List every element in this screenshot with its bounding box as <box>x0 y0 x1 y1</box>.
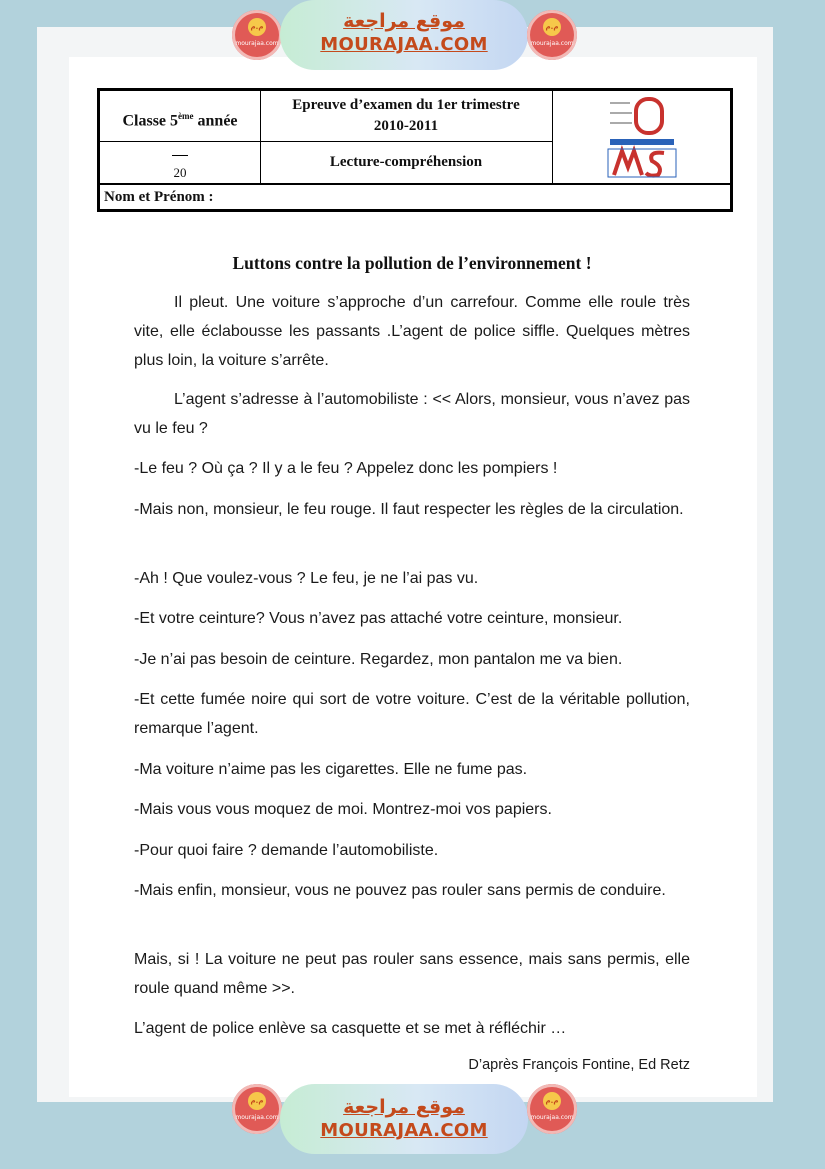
class-sup: ème <box>178 111 194 121</box>
paragraph: -Mais enfin, monsieur, vous ne pouvez pas rouler sans permis de conduire. <box>134 882 666 899</box>
class-cell <box>100 91 260 141</box>
paragraph: L’agent s’adresse à l’automobiliste : << Alors, monsieur, vous n’avez pas vu le feu ? <box>134 391 690 437</box>
badge-logo-icon: م.م <box>248 18 266 36</box>
paragraph: -Pour quoi faire ? demande l’automobiliste. <box>134 842 439 859</box>
school-logo <box>552 91 730 183</box>
school-logo-icon <box>552 91 730 183</box>
class-suffix: année <box>193 112 238 130</box>
paragraph: -Le feu ? Où ça ? Il y a le feu ? Appelez donc les pompiers ! <box>134 460 558 477</box>
paragraph: -Je n’ai pas besoin de ceinture. Regardez, mon pantalon me va bien. <box>134 651 623 668</box>
text-source: D’après François Fontine, Ed Retz <box>468 1057 690 1073</box>
badge-logo-icon: م.م <box>248 1092 266 1110</box>
badge-caption: mourajaa.com <box>235 1114 279 1121</box>
badge-caption: mourajaa.com <box>235 40 279 47</box>
banner-site-link[interactable]: MOURAJAA.COM <box>320 1120 488 1141</box>
paragraph: -Mais non, monsieur, le feu rouge. Il faut respecter les règles de la circulation. <box>134 501 684 518</box>
subject-cell: Lecture-compréhension <box>329 154 483 170</box>
exam-year: 2010-2011 <box>373 118 439 134</box>
site-badge-left-top[interactable] <box>232 10 282 60</box>
paragraph: -Ma voiture n’aime pas les cigarettes. Elle ne fume pas. <box>134 761 528 778</box>
paragraph: Il pleut. Une voiture s’approche d’un carrefour. Comme elle roule très vite, elle éclabousse les passants .L’agent de police siffle. Quelques mètres plus loin, la voiture s’arrête. <box>134 294 690 369</box>
paragraph: -Mais vous vous moquez de moi. Montrez-moi vos papiers. <box>134 801 552 818</box>
badge-caption: mourajaa.com <box>530 1114 574 1121</box>
score-denominator: 20 <box>173 165 187 180</box>
name-field-label: Nom et Prénom : <box>104 189 214 205</box>
badge-caption: mourajaa.com <box>530 40 574 47</box>
score-cell <box>100 141 260 183</box>
paragraph: -Et votre ceinture? Vous n’avez pas attaché votre ceinture, monsieur. <box>134 610 623 627</box>
paragraph: L’agent de police enlève sa casquette et se met à réfléchir … <box>134 1020 567 1037</box>
site-banner-top[interactable] <box>280 0 528 70</box>
class-label: Classe 5 <box>122 112 179 130</box>
text-title: Luttons contre la pollution de l’environnement ! <box>232 253 592 273</box>
site-banner-bottom[interactable] <box>280 1084 528 1154</box>
badge-logo-icon: م.م <box>543 18 561 36</box>
paragraph: -Ah ! Que voulez-vous ? Le feu, je ne l’ai pas vu. <box>134 570 479 587</box>
score-fraction-bar <box>172 155 188 156</box>
paragraph: -Et cette fumée noire qui sort de votre voiture. C’est de la véritable pollution, remarque l’agent. <box>134 691 690 737</box>
site-badge-right-bottom[interactable] <box>527 1084 577 1134</box>
site-badge-left-bottom[interactable] <box>232 1084 282 1134</box>
banner-arabic-title[interactable]: موقع مراجعة <box>343 10 465 32</box>
paragraph: Mais, si ! La voiture ne peut pas rouler sans essence, mais sans permis, elle roule quand même >>. <box>134 951 690 997</box>
banner-arabic-title[interactable]: موقع مراجعة <box>343 1096 465 1118</box>
banner-site-link[interactable]: MOURAJAA.COM <box>320 34 488 55</box>
exam-title: Epreuve d’examen du 1er trimestre <box>292 97 520 113</box>
site-badge-right-top[interactable] <box>527 10 577 60</box>
exam-header-table <box>97 88 733 212</box>
badge-logo-icon: م.م <box>543 1092 561 1110</box>
exam-title-cell <box>260 91 552 141</box>
